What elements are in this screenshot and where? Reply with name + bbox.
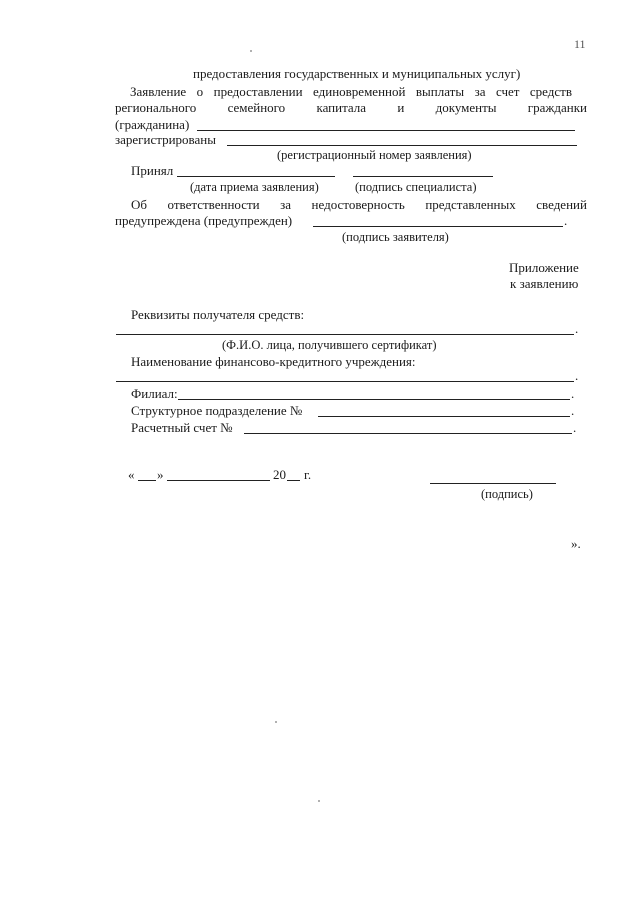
applicant-signature-field[interactable]	[313, 226, 563, 227]
service-line: предоставления государственных и муниципальных услуг)	[193, 66, 521, 81]
appendix-subtitle: к заявлению	[510, 276, 579, 291]
recipient-end-dot: .	[575, 321, 579, 336]
account-end-dot: .	[573, 420, 577, 435]
subdivision-end-dot: .	[571, 403, 575, 418]
scan-speck	[275, 721, 277, 723]
citizen-label: (гражданина)	[115, 117, 190, 132]
year-field[interactable]	[287, 480, 300, 481]
date-close-quote: »	[157, 467, 164, 482]
requisites-title: Реквизиты получателя средств:	[131, 307, 305, 322]
citizen-field[interactable]	[197, 130, 575, 131]
specialist-caption: (подпись специалиста)	[355, 180, 477, 194]
warned-end-dot: .	[564, 213, 568, 228]
fio-caption: (Ф.И.О. лица, получившего сертификат)	[222, 338, 437, 352]
signature-caption: (подпись)	[481, 487, 533, 501]
month-field[interactable]	[167, 480, 270, 481]
scan-speck	[250, 50, 252, 52]
date-caption: (дата приема заявления)	[190, 180, 319, 194]
signature-field[interactable]	[430, 483, 556, 484]
registered-label: зарегистрированы	[115, 132, 216, 147]
institution-field[interactable]	[116, 381, 574, 382]
recipient-name-field[interactable]	[116, 334, 574, 335]
warned-label: предупреждена (предупрежден)	[115, 213, 293, 228]
branch-field[interactable]	[178, 399, 570, 400]
page-number: 11	[574, 37, 586, 51]
application-line: Заявление о предоставлении единовременной выплаты за счет средств	[130, 84, 572, 99]
subdivision-label: Структурное подразделение №	[131, 403, 303, 418]
day-field[interactable]	[138, 480, 156, 481]
applicant-caption: (подпись заявителя)	[342, 230, 449, 244]
year-suffix: г.	[304, 467, 312, 482]
institution-label: Наименование финансово-кредитного учреждения:	[131, 354, 416, 369]
institution-end-dot: .	[575, 368, 579, 383]
registration-field[interactable]	[227, 145, 577, 146]
accepted-label: Принял	[131, 163, 174, 178]
account-field[interactable]	[244, 433, 572, 434]
appendix-title: Приложение	[509, 260, 579, 275]
accept-date-field[interactable]	[177, 176, 335, 177]
branch-end-dot: .	[571, 386, 575, 401]
branch-label: Филиал:	[131, 386, 178, 401]
specialist-signature-field[interactable]	[353, 176, 493, 177]
scan-speck	[318, 800, 320, 802]
responsibility-line: Об ответственности за недостоверность представленных сведений	[131, 197, 587, 212]
registration-caption: (регистрационный номер заявления)	[277, 148, 472, 162]
subdivision-field[interactable]	[318, 416, 570, 417]
account-label: Расчетный счет №	[131, 420, 233, 435]
date-open-quote: «	[128, 467, 135, 482]
year-prefix: 20	[273, 467, 286, 482]
closing-mark: ».	[571, 536, 581, 551]
capital-line: регионального семейного капитала и документы гражданки	[115, 100, 587, 115]
